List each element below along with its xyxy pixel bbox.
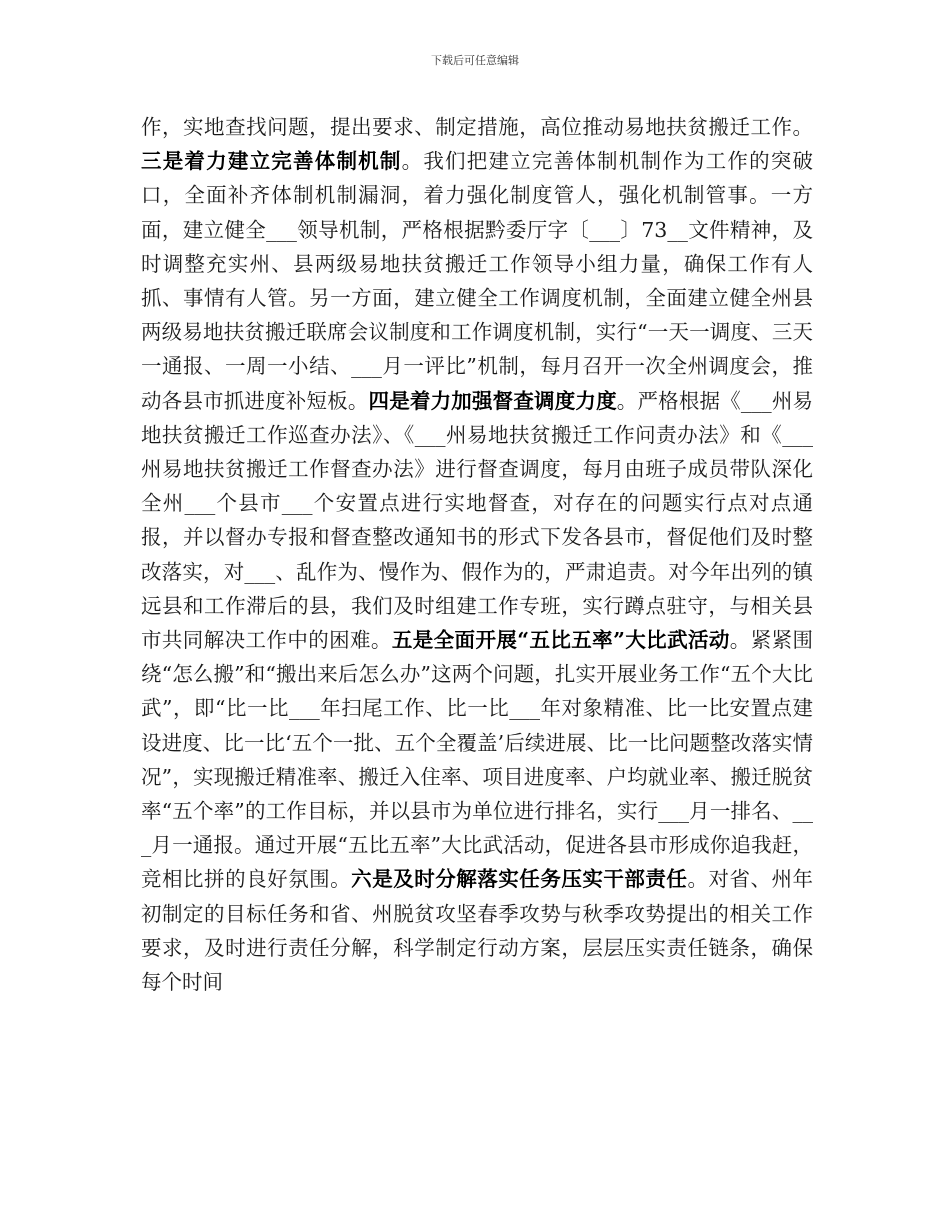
bold-heading-six: 六是及时分解落实任务压实干部责任 (351, 867, 688, 892)
page-header: 下载后可任意编辑 (431, 54, 519, 67)
bold-heading-three: 三是着力建立完善体制机制 (141, 149, 402, 174)
bold-heading-five: 五是全面开展“五比五率”大比武活动 (391, 628, 730, 653)
text-segment: 。严格根据《___州易地扶贫搬迁工作巡查办法》、《___州易地扶贫搬迁工作问责办法》和《___州易地扶贫搬迁工作督查办法》进行督查调度，每月由班子成员带队深化全州___个县市___个安置点进行实地督查，对存在的问题实行点对点通报，并以督办专报和督查整改通知书的形式下发各县市，督促他们及时整改落实，对___、乱作为、慢作为、假作为的，严肃追责。对今年出列的镇远县和工作滞后的县，我们及时组建工作专班，实行蹲点驻守，与相关县市共同解决工作中的困难。 (141, 388, 814, 653)
text-segment: 。紧紧围绕“怎么搬”和“搬出来后怎么办”这两个问题，扎实开展业务工作“五个大比武”，即“比一比___年扫尾工作、比一比___年对象精准、比一比安置点建设进度、比一比‘五个一批、五个全覆盖’后续进展、比一比问题整改落实情况”，实现搬迁精准率、搬迁入住率、项目进度率、户均就业率、搬迁脱贫率“五个率”的工作目标，并以县市为单位进行排名，实行___月一排名、___月一通报。通过开展“五比五率”大比武活动，促进各县市形成你追我赶，竞相比拼的良好氛围。 (141, 628, 814, 892)
text-segment: 作，实地查找问题，提出要求、制定措施，高位推动易地扶贫搬迁工作。 (141, 115, 813, 139)
body-paragraph (141, 110, 813, 999)
text-segment: 。对省、州年初制定的目标任务和省、州脱贫攻坚春季攻势与秋季攻势提出的相关工作要求，及时进行责任分解，科学制定行动方案，层层压实责任链条，确保每个时间 (141, 867, 814, 995)
text-segment: 。我们把建立完善体制机制作为工作的突破口，全面补齐体制机制漏洞，着力强化制度管人，强化机制管事。一方面，建立健全___领导机制，严格根据黔委厅字〔___〕73__文件精神，及时调整充实州、县两级易地扶贫搬迁工作领导小组力量，确保工作有人抓、事情有人管。另一方面，建立健全工作调度机制，全面建立健全州县两级易地扶贫搬迁联席会议制度和工作调度机制，实行“一天一调度、三天一通报、一周一小结、___月一评比”机制，每月召开一次全州调度会，推动各县市抓进度补短板。 (141, 149, 814, 413)
bold-heading-four: 四是着力加强督查调度力度 (368, 388, 617, 413)
